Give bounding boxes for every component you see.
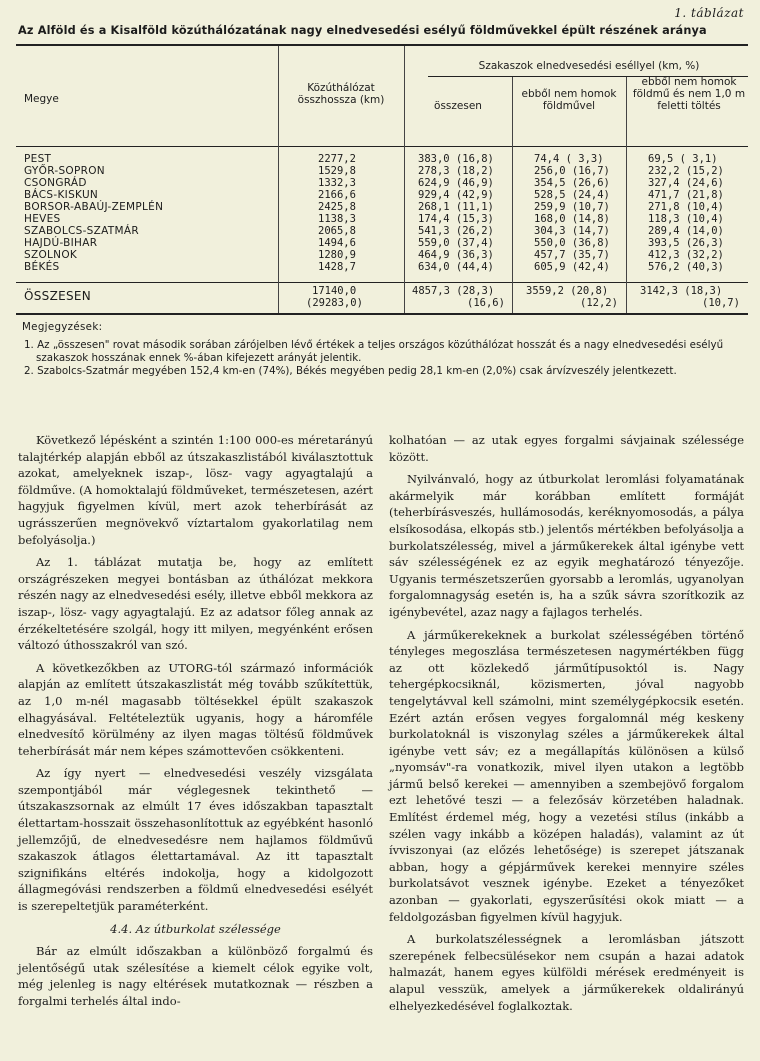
table-row: BORSOR-ABAÚJ-ZEMPLÉN [24, 201, 164, 213]
header-nemhomok: ebből nem homok földművel [521, 88, 617, 112]
table-row: BÁCS-KISKUN [24, 189, 99, 201]
paragraph: A következőkben az UTORG-tól származó információk alapján az említett útszakaszlistát még tovább szűkítettük, az 1,0 m-nél magasabb töltésekkel épült szakaszok elhagyásával. Feltételeztük ugyanis, hogy a háromféle elnedvesítő körülmény az ilyen magas töltésű földművek teherbírását már nem képes számottevően csökkenteni. [18, 660, 373, 758]
paragraph: Az 1. táblázat mutatja be, hogy az említett országrészeken megyei bontásban az úthálózat mekkora részén nagy az elnedvesedési esély, illetve ebből mekkora az iszap-, lösz- vagy agyagtalajú. Ez az adatsor főleg annak az érzékeltetésére szolgál, hogy itt milyen, megyénként erősen változó úthosszakról van szó. [18, 555, 373, 653]
cell-embank: 69,5 ( 3,1) [648, 153, 718, 165]
total-all: 4857,3 (28,3) [412, 285, 495, 297]
cell-total: 1280,9 [318, 249, 356, 261]
header-megye: Megye [24, 93, 59, 105]
table-row: SZABOLCS-SZATMÁR [24, 225, 139, 237]
header-bottom-rule [16, 146, 748, 147]
cell-total: 1332,3 [318, 177, 356, 189]
cell-embank: 327,4 (24,6) [648, 177, 724, 189]
cell-total: 2277,2 [318, 153, 356, 165]
cell-all: 464,9 (36,3) [418, 249, 494, 261]
total-nonsand: 3559,2 (20,8) [526, 285, 609, 297]
cell-nonsand: 168,0 (14,8) [534, 213, 610, 225]
table-row: HAJDÚ-BIHAR [24, 237, 98, 249]
table-row: BÉKÉS [24, 261, 60, 273]
cell-all: 634,0 (44,4) [418, 261, 494, 273]
table-title: Az Alföld és a Kisalföld közúthálózatának nagy elnedvesedési esélyű földművekkel épült részének aránya [18, 24, 707, 37]
total-km-national: (29283,0) [306, 297, 363, 309]
cell-all: 174,4 (15,3) [418, 213, 494, 225]
header-group: Szakaszok elnedvesedési eséllyel (km, %) [478, 60, 700, 72]
cell-embank: 118,3 (10,4) [648, 213, 724, 225]
total-label: ÖSSZESEN [24, 289, 92, 303]
cell-embank: 232,2 (15,2) [648, 165, 724, 177]
cell-embank: 412,3 (32,2) [648, 249, 724, 261]
paragraph: Következő lépésként a szintén 1:100 000-es méretarányú talajtérkép alapján ebből az útszakaszlistából kiválasztottuk azokat, amelyeknek iszap-, lösz- vagy agyagtalajú a földműve. (A homoktalajú földműveket, természetesen, azért hagyjuk figyelmen kívül, mert azok teherbírását az ugrásszerűen megnövekvő víztartalom gyakorlatilag nem befolyásolja.) [18, 433, 373, 547]
cell-nonsand: 605,9 (42,4) [534, 261, 610, 273]
cell-total: 1529,8 [318, 165, 356, 177]
cell-embank: 393,5 (26,3) [648, 237, 724, 249]
cell-all: 929,4 (42,9) [418, 189, 494, 201]
section-heading: 4.4. Az útburkolat szélessége [110, 921, 281, 936]
cell-total: 1494,6 [318, 237, 356, 249]
table-top-rule [16, 44, 748, 46]
left-column [18, 432, 373, 1016]
cell-total: 1428,7 [318, 261, 356, 273]
col-divider-2 [404, 46, 405, 313]
col-divider-4 [626, 77, 627, 313]
total-top-rule [16, 282, 748, 283]
cell-total: 1138,3 [318, 213, 356, 225]
cell-nonsand: 354,5 (26,6) [534, 177, 610, 189]
cell-embank: 289,4 (14,0) [648, 225, 724, 237]
cell-nonsand: 304,3 (14,7) [534, 225, 610, 237]
cell-embank: 271,8 (10,4) [648, 201, 724, 213]
total-nonsand-national: (12,2) [580, 297, 618, 309]
header-osszesen: összesen [434, 100, 482, 112]
header-toltes: ebből nem homok földmű és nem 1,0 m feletti töltés [632, 76, 746, 112]
total-embank-national: (10,7) [702, 297, 740, 309]
table-bottom-rule [16, 313, 748, 315]
cell-embank: 471,7 (21,8) [648, 189, 724, 201]
table-row: GYŐR-SOPRON [24, 165, 105, 177]
col-divider-1 [278, 46, 279, 313]
cell-embank: 576,2 (40,3) [648, 261, 724, 273]
table-notes [22, 321, 742, 378]
cell-all: 278,3 (18,2) [418, 165, 494, 177]
paragraph: Nyilvánvaló, hogy az útburkolat leromlási folyamatának akármelyik már korábban említett formáját (teherbírásveszés, hullámosodás, keréknyomosodás, a pálya elsíkosodása, elkopás stb.) jelentős mértékben befolyásolja a burkolatszélesség, mivel a járműkerekek által igénybe vett sáv szélességének ez az egyik meghatározó tényezője. Ugyanis természetszerűen gyorsabb a leromlás, ugyanolyan forgalomnagyság esetén is, ha a szűk sávra szorítkozik az igénybevétel, azaz nagy a fajlagos terhelés. [389, 472, 744, 619]
paragraph: A burkolatszélességnek a leromlásban játszott szerepének felbecsülésekor nem csupán a hazai adatok halmazát, hanem egyes külföldi mérések eredményeit is alapul vesszük, amelyek a járműkerekek oldalirányú elhelyezkedésével foglalkoztak. [389, 932, 744, 1013]
cell-nonsand: 457,7 (35,7) [534, 249, 610, 261]
cell-total: 2065,8 [318, 225, 356, 237]
table-row: HEVES [24, 213, 61, 225]
cell-nonsand: 550,0 (36,8) [534, 237, 610, 249]
note-2: 2. Szabolcs-Szatmár megyében 152,4 km-en (74%), Békés megyében pedig 28,1 km-en (2,0%) csak árvízveszély jelentkezett. [24, 365, 677, 377]
table-row: CSONGRÁD [24, 177, 87, 189]
cell-nonsand: 259,9 (10,7) [534, 201, 610, 213]
cell-all: 559,0 (37,4) [418, 237, 494, 249]
total-embank: 3142,3 (18,3) [640, 285, 723, 297]
paragraph: kolhatóan — az utak egyes forgalmi sávjainak szélessége között. [389, 433, 744, 464]
paragraph: Bár az elmúlt időszakban a különböző forgalmú és jelentőségű utak szélesítése a kiemelt célok egyike volt, még jelenleg is nagy eltérések mutatkoznak — részben a forgalmi terhelés által indo- [18, 944, 373, 1008]
right-column [389, 432, 744, 1020]
cell-all: 268,1 (11,1) [418, 201, 494, 213]
cell-total: 2166,6 [318, 189, 356, 201]
cell-all: 624,9 (46,9) [418, 177, 494, 189]
cell-total: 2425,8 [318, 201, 356, 213]
cell-all: 541,3 (26,2) [418, 225, 494, 237]
table-number: 1. táblázat [674, 6, 744, 20]
total-all-national: (16,6) [467, 297, 505, 309]
table-row: PEST [24, 153, 52, 165]
table-row: SZOLNOK [24, 249, 78, 261]
cell-nonsand: 528,5 (24,4) [534, 189, 610, 201]
cell-all: 383,0 (16,8) [418, 153, 494, 165]
total-km: 17140,0 [312, 285, 357, 297]
note-1: 1. Az „összesen" rovat második sorában zárójelben lévő értékek a teljes országos közúthálózat hosszát és a nagy elnedvesedési esélyű szakaszok hosszának ennek %-ában kifejezett arányát jelentik. [24, 339, 724, 364]
paragraph: Az így nyert — elnedvesedési veszély vizsgálata szempontjából már véglegesnek tekinthető — útszakaszsornak az elmúlt 17 éves időszakban tapasztalt élettartam-hosszait összehasonlítottuk az egyébként hasonló jellemzőjű, de elnedvesedésre nem hajlamos földművű szakaszok átlagos élettartamával. Az itt tapasztalt szignifikáns eltérés indokolja, hogy a kidolgozott állagmegóvási rendszerben a földmű elnedvesedési esélyét is szerepeltetjük paraméterként. [18, 766, 373, 914]
cell-nonsand: 74,4 ( 3,3) [534, 153, 604, 165]
col-divider-3 [512, 77, 513, 313]
paragraph: A járműkerekeknek a burkolat szélességében történő tényleges megoszlása természetesen nagymértékben függ az ott közlekedő járműtípusoktól is. Nagy tehergépkocsiknál, közismerten, jóval nagyobb tengelytávval kell számolni, mint személygépkocsik esetén. Ezért aztán erősen vegyes forgalomnál még keskeny burkolatoknál is viszonylag széles a járműkerekek által igénybe vett sáv; ez a megállapítás különösen a külső „nyomsáv"-ra vonatkozik, mivel ilyen utakon a legtöbb jármű belső kerekei — amennyiben a szembejövő forgalom ezt lehetővé teszi — a felezősáv körzetében haladnak. Említést érdemel még, hogy a vezetési stílus (inkább a szélen vagy inkább a középen haladás), valamint az út ívviszonyai (az előzés lehetősége) is szerepet játszanak abban, hogy a gépjárművek kerekei mennyire széles burkolatsávot vesznek igénybe. Ezeket a tényezőket azonban — gyakorlati, egyszerűsítési okok miatt — a feldolgozásban figyelmen kívül hagyjuk. [389, 627, 744, 924]
cell-nonsand: 256,0 (16,7) [534, 165, 610, 177]
header-total: Közúthálózat összhossza (km) [297, 82, 385, 106]
notes-heading: Megjegyzések: [22, 321, 103, 333]
